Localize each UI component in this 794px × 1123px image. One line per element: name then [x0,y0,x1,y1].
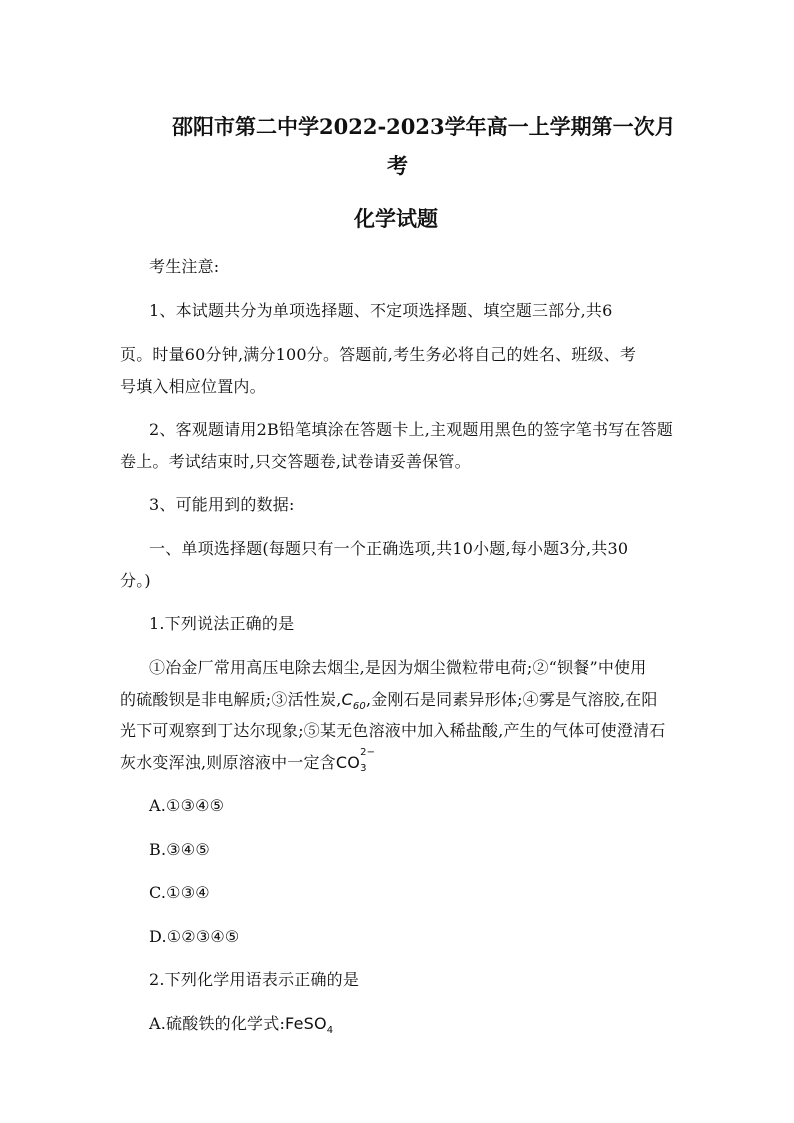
question-1-stem: 1.下列说法正确的是 [149,614,295,633]
section-1-heading-line-2: 分。) [120,571,151,590]
formula-subscript: 4 [326,1025,334,1037]
c60-subscript: 60 [352,701,366,713]
exam-title-line2: 考 [387,153,408,178]
question-2-option-a-text: A.硫酸铁的化学式: [149,1014,286,1033]
notice-item-2-line-2: 卷上。考试结束时,只交答题卷,试卷请妥善保管。 [120,452,471,471]
notice-item-3: 3、可能用到的数据: [149,495,295,514]
question-1-body-line-3: 光下可观察到丁达尔现象;⑤某无色溶液中加入稀盐酸,产生的气体可使澄清石 [120,721,666,740]
c60-base: C [341,690,353,709]
section-1-heading-line-1: 一、单项选择题(每题只有一个正确选项,共10小题,每小题3分,共30 [149,539,629,558]
question-1-body-line-1: ①冶金厂常用高压电除去烟尘,是因为烟尘微粒带电荷;②“钡餐”中使用 [149,658,647,677]
question-1-body-line-2-text-a: 的硫酸钡是非电解质;③活性炭, [120,690,342,709]
question-1-option-a: A.①③④⑤ [149,796,225,815]
question-2-option-a [149,1014,334,1037]
carbonate-ion-subscript: 3 [360,763,367,774]
carbonate-ion-charge: 2− [360,747,376,758]
notice-heading: 考生注意: [149,257,220,276]
notice-item-1-line-2: 页。时量60分钟,满分100分。答题前,考生务必将自己的姓名、班级、考 [120,345,637,364]
question-1-body-line-2-text-b: ,金刚石是同素异形体;④雾是气溶胶,在阳 [365,690,658,709]
notice-item-2-line-1: 2、客观题请用2B铅笔填涂在答题卡上,主观题用黑色的签字笔书写在答题 [149,420,674,439]
exam-title-line1: 邵阳市第二中学2022-2023学年高一上学期第一次月 [172,114,676,139]
ferrous-sulfate-formula [285,1014,334,1037]
question-1-body-line-4-text: 灰水变浑浊,则原溶液中一定含 [120,753,336,772]
question-1-body-line-2 [120,690,658,713]
notice-item-1-line-1: 1、本试题共分为单项选择题、不定项选择题、填空题三部分,共6 [149,301,613,320]
formula-base: FeSO [285,1014,327,1033]
exam-subtitle: 化学试题 [354,206,438,231]
question-1-body-line-4 [120,747,376,774]
question-2-stem: 2.下列化学用语表示正确的是 [149,970,360,989]
question-1-option-b: B.③④⑤ [149,840,210,859]
question-1-option-d: D.①②③④⑤ [149,927,240,946]
question-1-option-c: C.①③④ [149,883,210,902]
c60-formula [341,690,366,713]
carbonate-ion-formula [335,747,376,774]
notice-item-1-line-3: 号填入相应位置内。 [120,377,266,396]
carbonate-ion-base: CO [335,753,361,772]
